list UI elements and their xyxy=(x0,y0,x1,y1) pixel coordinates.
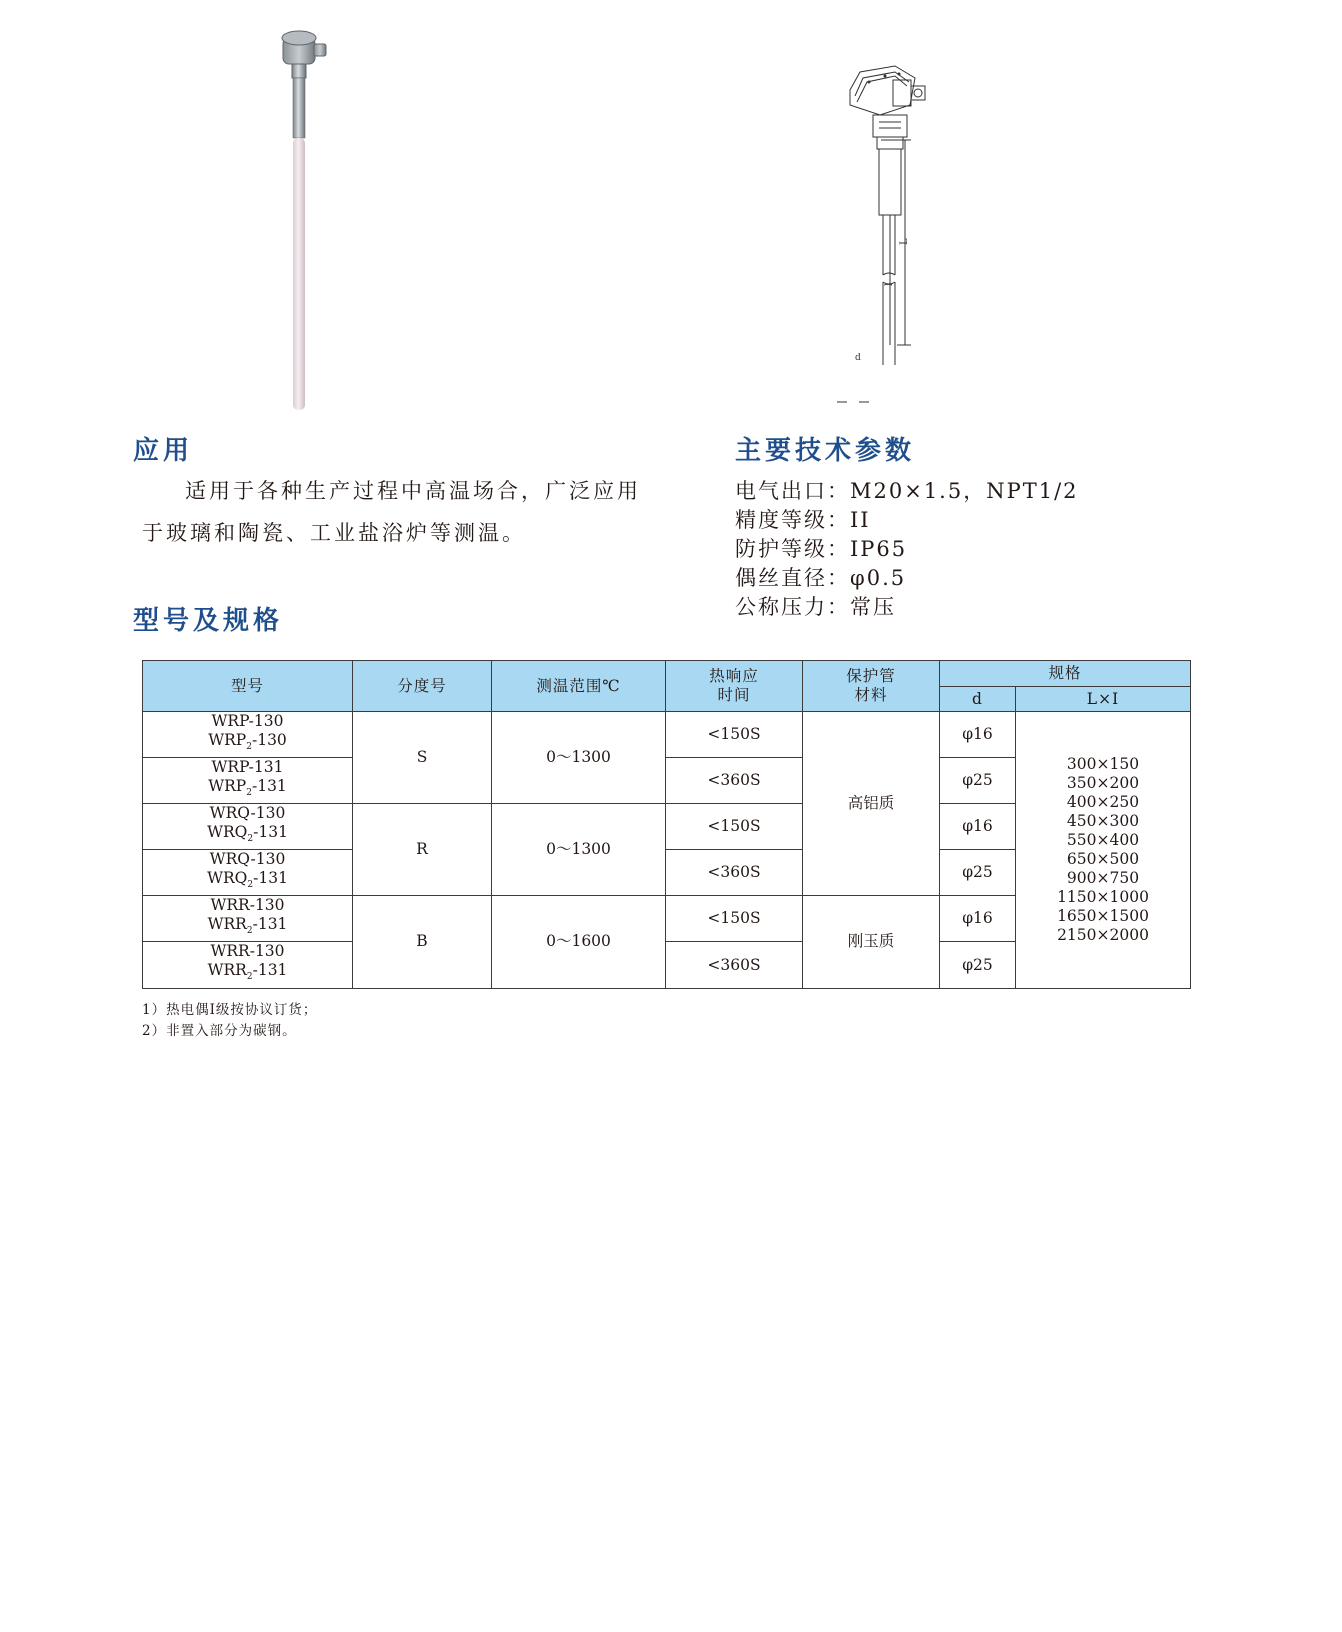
range-cell: 0～1600 xyxy=(492,896,666,988)
lxl-value: 350×200 xyxy=(1066,773,1140,792)
parameters-list xyxy=(735,477,1079,622)
param-pressure: 公称压力：常压 xyxy=(735,595,896,619)
d-cell: φ16 xyxy=(940,896,1016,942)
grade-cell: B xyxy=(353,896,492,988)
header-model: 型号 xyxy=(143,661,353,712)
header-d: d xyxy=(940,687,1016,712)
spec-table xyxy=(142,660,1191,989)
lxl-value: 1150×1000 xyxy=(1057,887,1149,906)
response-cell: <150S xyxy=(666,896,803,942)
param-wire-diameter: 偶丝直径：φ0.5 xyxy=(735,566,907,590)
header-lxl: L×I xyxy=(1016,687,1191,712)
model-cell xyxy=(143,712,353,758)
response-cell: <150S xyxy=(666,712,803,758)
model-b: $WRP_2-131$ xyxy=(208,777,287,799)
header-range: 测温范围℃ xyxy=(492,661,666,712)
d-cell: φ25 xyxy=(940,850,1016,896)
model-cell xyxy=(143,896,353,942)
d-cell: φ25 xyxy=(940,942,1016,988)
model-cell xyxy=(143,804,353,850)
parameters-heading: 主要技术参数 xyxy=(735,436,916,466)
grade-cell: S xyxy=(353,712,492,804)
param-protection: 防护等级：IP65 xyxy=(735,537,908,561)
note-2: 2）非置入部分为碳钢。 xyxy=(142,1023,297,1039)
range-cell: 0～1300 xyxy=(492,804,666,896)
range-cell: 0～1300 xyxy=(492,712,666,804)
note-1: 1）热电偶I级按协议订货； xyxy=(142,1002,318,1018)
lxl-value: 650×500 xyxy=(1066,849,1140,868)
dimension-label-d: d xyxy=(855,353,861,363)
header-material xyxy=(803,661,940,712)
lxl-value: 550×400 xyxy=(1066,830,1140,849)
lxl-cell xyxy=(1016,712,1191,989)
model-a: WRQ-130 xyxy=(209,804,286,823)
model-b: $WRP_2-130$ xyxy=(208,731,287,753)
d-cell: φ25 xyxy=(940,758,1016,804)
application-line-2: 于玻璃和陶瓷、工业盐浴炉等测温。 xyxy=(142,521,526,545)
dimension-drawing xyxy=(835,60,945,420)
param-outlet: 电气出口：M20×1.5，NPT1/2 xyxy=(735,479,1079,503)
models-heading: 型号及规格 xyxy=(133,606,284,636)
header-spec: 规格 xyxy=(940,661,1191,687)
model-a: WRR-130 xyxy=(210,896,285,915)
model-b: $WRR_2-131$ xyxy=(207,961,288,983)
param-accuracy: 精度等级：II xyxy=(735,508,871,532)
model-a: WRR-130 xyxy=(210,942,285,961)
lxl-value: 450×300 xyxy=(1066,811,1140,830)
application-heading: 应用 xyxy=(133,436,194,466)
model-a: WRP-130 xyxy=(211,712,284,730)
response-cell: <360S xyxy=(666,758,803,804)
lxl-value: 900×750 xyxy=(1066,868,1140,887)
table-row xyxy=(143,712,1191,758)
model-b: $WRR_2-131$ xyxy=(207,915,288,937)
model-cell xyxy=(143,850,353,896)
model-cell xyxy=(143,758,353,804)
lxl-value: 1650×1500 xyxy=(1057,906,1149,925)
model-a: WRQ-130 xyxy=(209,850,286,869)
lxl-value: 400×250 xyxy=(1066,792,1140,811)
model-b: $WRQ_2-131$ xyxy=(207,869,288,891)
response-cell: <360S xyxy=(666,942,803,988)
header-response-line-1: 热响应 xyxy=(709,667,759,685)
notes xyxy=(142,1000,317,1042)
model-a: WRP-131 xyxy=(211,758,284,777)
response-cell: <150S xyxy=(666,804,803,850)
response-cell: <360S xyxy=(666,850,803,896)
lxl-value: 300×150 xyxy=(1066,754,1140,773)
grade-cell: R xyxy=(353,804,492,896)
dimension-label-L: L xyxy=(899,238,910,245)
header-material-line-2: 材料 xyxy=(854,686,888,704)
dimension-label-l: l xyxy=(884,282,895,286)
application-line-1: 适用于各种生产过程中高温场合，广泛应用 xyxy=(185,479,641,503)
lxl-value: 2150×2000 xyxy=(1057,925,1149,944)
material-cell: 高铝质 xyxy=(803,712,940,896)
model-b: $WRQ_2-131$ xyxy=(207,823,288,845)
d-cell: φ16 xyxy=(940,712,1016,758)
header-grade: 分度号 xyxy=(353,661,492,712)
thermocouple-photo xyxy=(270,26,340,426)
model-cell xyxy=(143,942,353,988)
header-response-line-2: 时间 xyxy=(717,686,751,704)
d-cell: φ16 xyxy=(940,804,1016,850)
material-cell: 刚玉质 xyxy=(803,896,940,988)
header-material-line-1: 保护管 xyxy=(846,667,896,685)
header-response xyxy=(666,661,803,712)
